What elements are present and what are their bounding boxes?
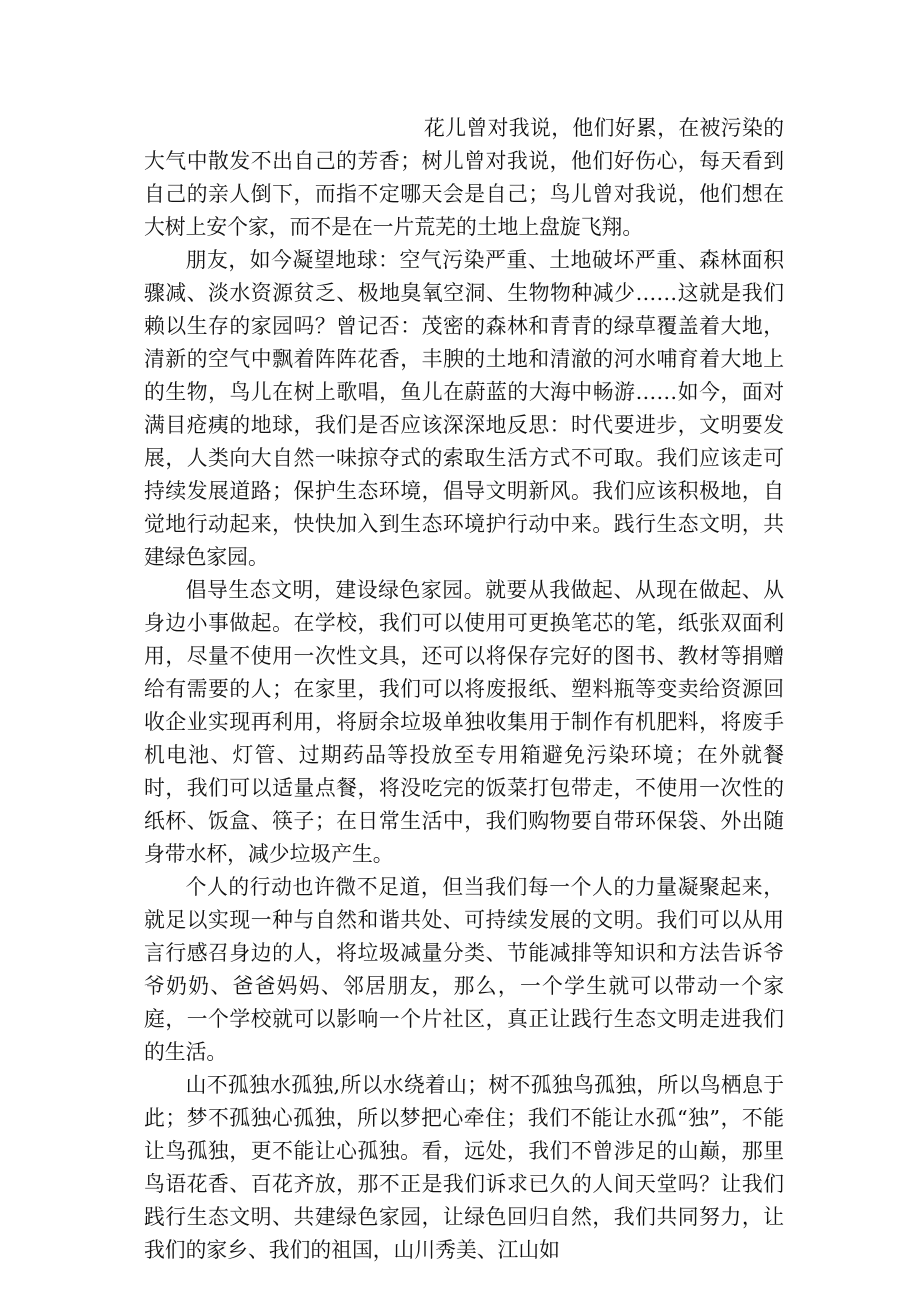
document-body xyxy=(144,112,784,1267)
paragraph-3: 倡导生态文明，建设绿色家园。就要从我做起、从现在做起、从身边小事做起。在学校，我们可以使用可更换笔芯的笔，纸张双面利用，尽量不使用一次性文具，还可以将保存完好的图书、教材等捐赠给有需要的人；在家里，我们可以将废报纸、塑料瓶等变卖给资源回收企业实现再利用，将厨余垃圾单独收集用于制作有机肥料，将废手机电池、灯管、过期药品等投放至专用箱避免污染环境；在外就餐时，我们可以适量点餐，将没吃完的饭菜打包带走，不使用一次性的纸杯、饭盒、筷子；在日常生活中，我们购物要自带环保袋、外出随身带水杯，减少垃圾产生。 xyxy=(144,578,784,866)
paragraph-5: 山不孤独水孤独,所以水绕着山；树不孤独鸟孤独，所以鸟栖息于此；梦不孤独心孤独，所以梦把心牵住；我们不能让水孤“独”，不能让鸟孤独，更不能让心孤独。看，远处，我们不曾涉足的山巅，那里鸟语花香、百花齐放，那不正是我们诉求已久的人间天堂吗？让我们践行生态文明、共建绿色家园，让绿色回归自然，我们共同努力，让我们的家乡、我们的祖国，山川秀美、江山如 xyxy=(144,1073,784,1262)
paragraph-1: 花儿曾对我说，他们好累，在被污染的大气中散发不出自己的芳香；树儿曾对我说，他们好伤心，每天看到自己的亲人倒下，而指不定哪天会是自己；鸟儿曾对我说，他们想在大树上安个家，而不是在一片荒芜的土地上盘旋飞翔。 xyxy=(144,116,784,239)
paragraph-4: 个人的行动也许微不足道，但当我们每一个人的力量凝聚起来，就足以实现一种与自然和谐共处、可持续发展的文明。我们可以从用言行感召身边的人，将垃圾减量分类、节能减排等知识和方法告诉爷爷奶奶、爸爸妈妈、邻居朋友，那么，一个学生就可以带动一个家庭，一个学校就可以影响一个片社区，真正让践行生态文明走进我们的生活。 xyxy=(144,875,784,1064)
paragraph-2: 朋友，如今凝望地球：空气污染严重、土地破坏严重、森林面积骤减、淡水资源贫乏、极地臭氧空洞、生物物种减少……这就是我们赖以生存的家园吗？曾记否：茂密的森林和青青的绿草覆盖着大地，清新的空气中飘着阵阵花香，丰腴的土地和清澈的河水哺育着大地上的生物，鸟儿在树上歌唱，鱼儿在蔚蓝的大海中畅游……如今，面对满目疮痍的地球，我们是否应该深深地反思：时代要进步，文明要发展，人类向大自然一味掠夺式的索取生活方式不可取。我们应该走可持续发展道路；保护生态环境，倡导文明新风。我们应该积极地，自觉地行动起来，快快加入到生态环境护行动中来。践行生态文明，共建绿色家园。 xyxy=(144,248,784,569)
